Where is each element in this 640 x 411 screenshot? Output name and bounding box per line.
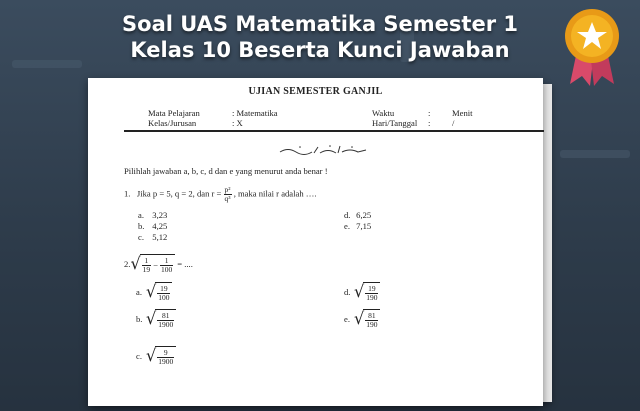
option-letter: b. bbox=[136, 314, 143, 324]
time-label: Waktu bbox=[372, 108, 395, 118]
option-text: 3,23 bbox=[152, 210, 168, 220]
minus-sign: − bbox=[153, 260, 159, 270]
fraction-numerator: 19 bbox=[157, 285, 170, 294]
headline-line-2: Kelas 10 Beserta Kunci Jawaban bbox=[130, 38, 510, 62]
arabic-calligraphy-icon bbox=[278, 144, 368, 156]
time-unit: Menit bbox=[452, 108, 473, 118]
background-shelf-left bbox=[12, 60, 82, 68]
fraction-numerator: 81 bbox=[365, 312, 378, 321]
q2-option-c bbox=[136, 346, 176, 366]
question-2 bbox=[124, 254, 193, 274]
instruction-text: Pilihlah jawaban a, b, c, d dan e yang menurut anda benar ! bbox=[124, 166, 328, 176]
exam-paper bbox=[88, 78, 543, 406]
q1-option-a bbox=[138, 210, 167, 220]
term-1-fraction bbox=[142, 257, 152, 274]
option-letter: d. bbox=[344, 210, 351, 220]
option-letter: e. bbox=[344, 221, 350, 231]
q1-option-b bbox=[138, 221, 167, 231]
headline-line-1: Soal UAS Matematika Semester 1 bbox=[122, 12, 518, 36]
fraction-denominator: 100 bbox=[161, 264, 173, 274]
option-sqrt: √ $\frac{81}{190}$ bbox=[354, 309, 380, 329]
question-1-stem-end: , maka nilai r adalah …. bbox=[233, 188, 317, 199]
option-letter: c. bbox=[138, 232, 144, 242]
class-value: : X bbox=[232, 118, 243, 128]
q1-option-e bbox=[344, 221, 371, 231]
fraction-numerator: 81 bbox=[157, 312, 174, 321]
date-label: Hari/Tanggal bbox=[372, 118, 418, 128]
option-text: 4,25 bbox=[152, 221, 168, 231]
option-sqrt: √ $\frac{19}{100}$ bbox=[146, 282, 172, 302]
question-1 bbox=[124, 186, 317, 203]
time-separator: : bbox=[428, 108, 431, 118]
option-letter: a. bbox=[136, 287, 142, 297]
date-slash: / bbox=[452, 118, 455, 128]
fraction-denominator: q³ bbox=[224, 194, 231, 203]
date-separator: : bbox=[428, 118, 431, 128]
background-shelf-right bbox=[560, 150, 630, 158]
fraction-numerator: p² bbox=[224, 185, 231, 194]
fraction-denominator: 190 bbox=[366, 292, 378, 302]
q1-option-d bbox=[344, 210, 371, 220]
q2-option-d bbox=[344, 282, 380, 302]
question-2-number: 2. bbox=[124, 259, 131, 269]
fraction-numerator: 1 bbox=[142, 257, 152, 266]
option-letter: a. bbox=[138, 210, 144, 220]
exam-title: UJIAN SEMESTER GANJIL bbox=[248, 86, 383, 97]
header-rule bbox=[124, 130, 544, 132]
fraction-numerator: 9 bbox=[157, 349, 174, 358]
fraction-denominator: 19 bbox=[142, 264, 151, 274]
equals-text: = .... bbox=[177, 259, 193, 269]
fraction-numerator: 1 bbox=[160, 257, 173, 266]
question-1-number: 1. bbox=[124, 188, 131, 199]
option-letter: b. bbox=[138, 221, 145, 231]
option-sqrt: √ $\frac{81}{1900}$ bbox=[146, 309, 176, 329]
q2-option-e bbox=[344, 309, 380, 329]
question-1-stem-start: Jika p = 5, q = 2, dan r = bbox=[136, 188, 222, 199]
fraction-denominator: 1900 bbox=[158, 319, 174, 329]
option-text: 7,15 bbox=[356, 221, 372, 231]
subject-label: Mata Pelajaran bbox=[148, 108, 200, 118]
fraction-denominator: 190 bbox=[366, 319, 378, 329]
question-2-sqrt: √ $\frac{1}{19}$ − $\frac{1}{100}$ bbox=[130, 254, 175, 274]
option-sqrt: √ $\frac{19}{190}$ bbox=[354, 282, 380, 302]
option-letter: c. bbox=[136, 351, 142, 361]
term-2-fraction bbox=[160, 257, 173, 274]
fraction-denominator: 1900 bbox=[158, 356, 174, 366]
subject-value: : Matematika bbox=[232, 108, 278, 118]
q2-option-a bbox=[136, 282, 172, 302]
fraction-denominator: 100 bbox=[158, 292, 170, 302]
question-1-fraction bbox=[224, 186, 232, 203]
option-text: 5,12 bbox=[152, 232, 168, 242]
star-badge-icon bbox=[560, 6, 624, 90]
option-sqrt: √ $\frac{9}{1900}$ bbox=[146, 346, 176, 366]
q1-option-c bbox=[138, 232, 167, 242]
fraction-numerator: 19 bbox=[365, 285, 378, 294]
option-text: 6,25 bbox=[356, 210, 372, 220]
option-letter: d. bbox=[344, 287, 351, 297]
option-letter: e. bbox=[344, 314, 350, 324]
class-label: Kelas/Jurusan bbox=[148, 118, 197, 128]
q2-option-b bbox=[136, 309, 176, 329]
